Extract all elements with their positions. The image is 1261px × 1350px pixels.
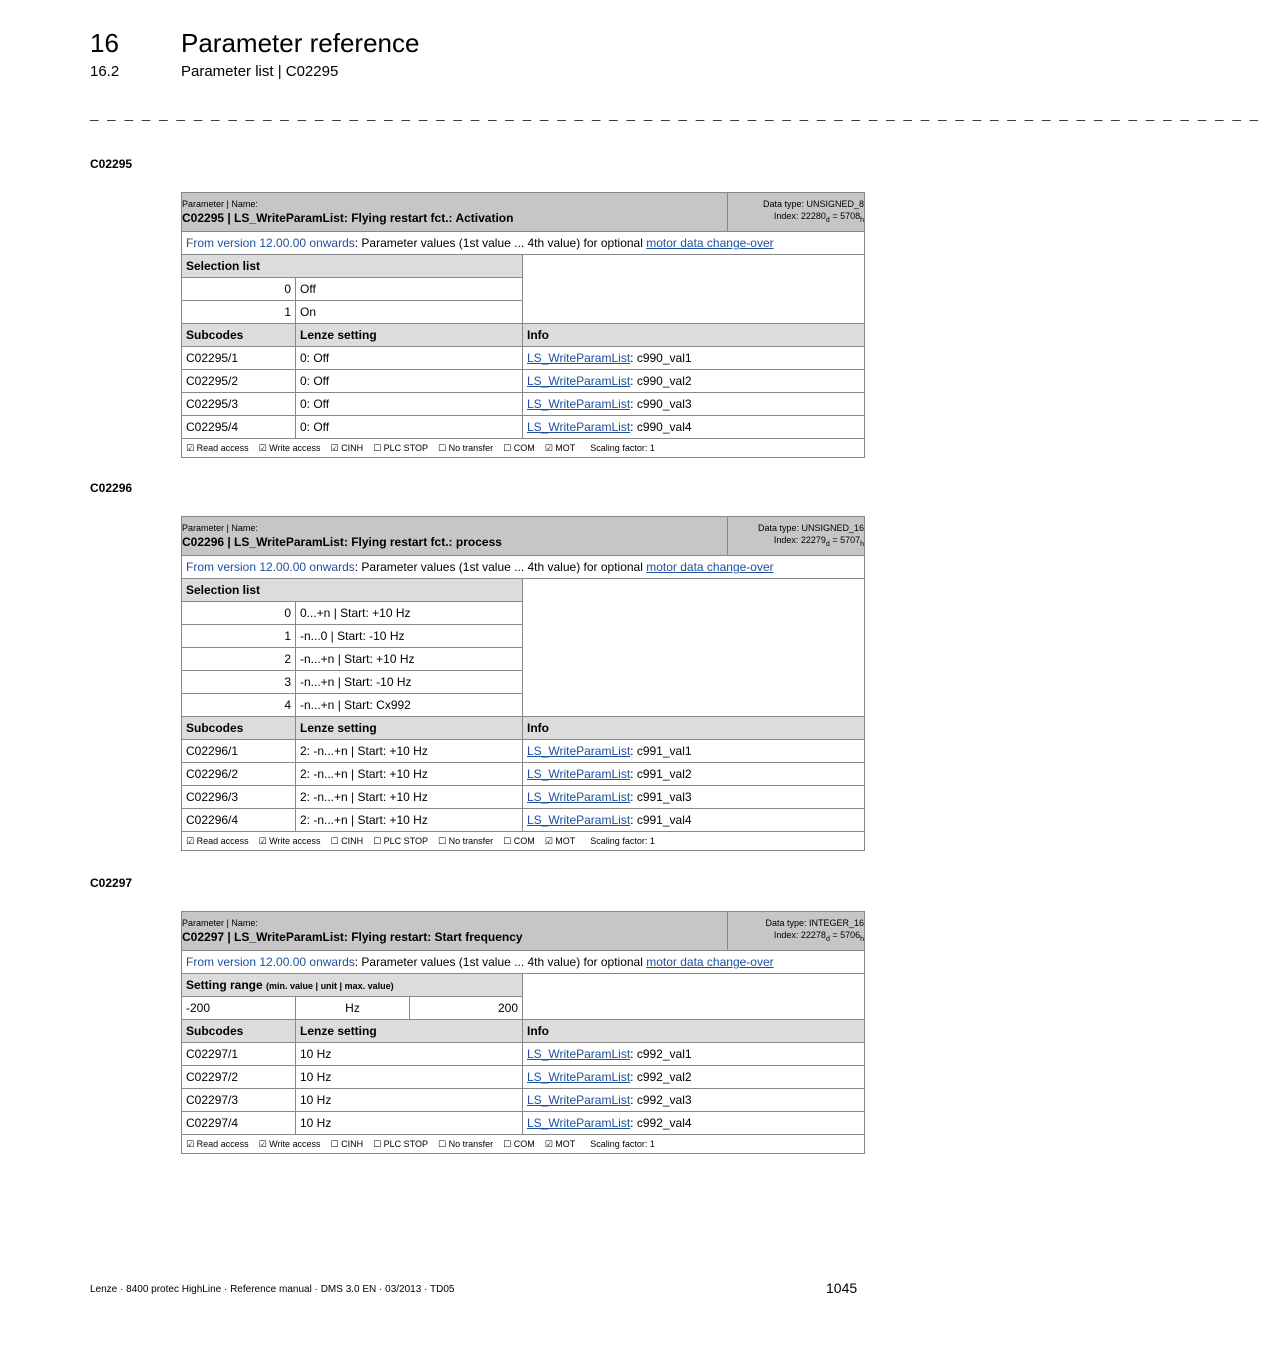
subcodes-header: Subcodes bbox=[182, 717, 296, 740]
data-type: Data type: UNSIGNED_16 bbox=[757, 522, 865, 533]
data-type: Data type: UNSIGNED_8 bbox=[762, 198, 865, 209]
version-note: From version 12.00.00 onwards: Parameter values (1st value ... 4th value) for optional motor data change-over bbox=[182, 556, 865, 579]
version-link[interactable]: From version 12.00.00 onwards bbox=[186, 955, 355, 969]
table-row: C02296/3 2: -n...+n | Start: +10 Hz LS_WriteParamList: c991_val3 bbox=[182, 786, 865, 809]
access-flags: ☑ Read access ☑ Write access ☐ CINH ☐ PLC STOP ☐ No transfer ☐ COM ☑ MOT Scaling factor: 1 bbox=[182, 1135, 865, 1154]
table-row: C02295/3 0: Off LS_WriteParamList: c990_val3 bbox=[182, 393, 865, 416]
chapter-title: Parameter reference bbox=[181, 28, 420, 58]
page-number: 1045 bbox=[826, 1280, 858, 1296]
param-index: Index: $22279_d = 5707_h$ bbox=[773, 534, 865, 548]
ls-writeparamlist-link[interactable]: LS_WriteParamList bbox=[527, 374, 631, 388]
param-table-c02296 bbox=[181, 516, 865, 851]
ls-writeparamlist-link[interactable]: LS_WriteParamList bbox=[527, 351, 631, 365]
version-link[interactable]: From version 12.00.00 onwards bbox=[186, 560, 355, 574]
table-row: C02297/2 10 Hz LS_WriteParamList: c992_val2 bbox=[182, 1066, 865, 1089]
selection-row: 1 On bbox=[182, 301, 865, 324]
selection-row: 3 -n...+n | Start: -10 Hz bbox=[182, 671, 865, 694]
selection-row: 4 -n...+n | Start: Cx992 bbox=[182, 694, 865, 717]
table-row: C02295/2 0: Off LS_WriteParamList: c990_val2 bbox=[182, 370, 865, 393]
version-note: From version 12.00.00 onwards: Parameter values (1st value ... 4th value) for optional motor data change-over bbox=[182, 951, 865, 974]
param-name: C02295 | LS_WriteParamList: Flying restart fct.: Activation bbox=[182, 211, 514, 225]
selection-row: 0 Off bbox=[182, 278, 865, 301]
range-unit: Hz bbox=[296, 997, 410, 1020]
ls-writeparamlist-link[interactable]: LS_WriteParamList bbox=[527, 397, 631, 411]
param-heading-c02295: C02295 bbox=[90, 157, 133, 171]
table-row: C02296/1 2: -n...+n | Start: +10 Hz LS_WriteParamList: c991_val1 bbox=[182, 740, 865, 763]
motor-data-changeover-link[interactable]: motor data change-over bbox=[646, 236, 774, 250]
ls-writeparamlist-link[interactable]: LS_WriteParamList bbox=[527, 420, 631, 434]
selection-row: 1 -n...0 | Start: -10 Hz bbox=[182, 625, 865, 648]
document-footer: Lenze · 8400 protec HighLine · Reference manual · DMS 3.0 EN · 03/2013 · TD05 bbox=[90, 1284, 455, 1295]
ls-writeparamlist-link[interactable]: LS_WriteParamList bbox=[527, 767, 631, 781]
table-row: C02297/4 10 Hz LS_WriteParamList: c992_val4 bbox=[182, 1112, 865, 1135]
param-name-label: Parameter | Name: bbox=[182, 918, 258, 928]
selection-list-header: Selection list bbox=[182, 579, 523, 602]
range-min: -200 bbox=[182, 997, 296, 1020]
param-name-label: Parameter | Name: bbox=[182, 199, 258, 209]
param-table-c02297 bbox=[181, 911, 865, 1154]
ls-writeparamlist-link[interactable]: LS_WriteParamList bbox=[527, 744, 631, 758]
param-name-label: Parameter | Name: bbox=[182, 523, 258, 533]
info-header: Info bbox=[523, 1020, 865, 1043]
setting-range-header: Setting range (min. value | unit | max. value) bbox=[182, 974, 523, 997]
table-row: C02295/1 0: Off LS_WriteParamList: c990_val1 bbox=[182, 347, 865, 370]
subcodes-header: Subcodes bbox=[182, 1020, 296, 1043]
table-row: C02297/3 10 Hz LS_WriteParamList: c992_val3 bbox=[182, 1089, 865, 1112]
param-table-c02295 bbox=[181, 192, 865, 458]
chapter-number: 16 bbox=[90, 28, 119, 58]
selection-row: 0 0...+n | Start: +10 Hz bbox=[182, 602, 865, 625]
table-row: C02297/1 10 Hz LS_WriteParamList: c992_val1 bbox=[182, 1043, 865, 1066]
data-type: Data type: INTEGER_16 bbox=[765, 917, 865, 928]
info-header: Info bbox=[523, 324, 865, 347]
lenze-setting-header: Lenze setting bbox=[296, 324, 523, 347]
param-name: C02296 | LS_WriteParamList: Flying restart fct.: process bbox=[182, 535, 502, 549]
subcodes-header: Subcodes bbox=[182, 324, 296, 347]
motor-data-changeover-link[interactable]: motor data change-over bbox=[646, 560, 774, 574]
lenze-setting-header: Lenze setting bbox=[296, 1020, 523, 1043]
ls-writeparamlist-link[interactable]: LS_WriteParamList bbox=[527, 1093, 631, 1107]
version-link[interactable]: From version 12.00.00 onwards bbox=[186, 236, 355, 250]
param-heading-c02297: C02297 bbox=[90, 876, 133, 890]
access-flags: ☑ Read access ☑ Write access ☑ CINH ☐ PLC STOP ☐ No transfer ☐ COM ☑ MOT Scaling factor: 1 bbox=[182, 439, 865, 458]
table-row: C02295/4 0: Off LS_WriteParamList: c990_val4 bbox=[182, 416, 865, 439]
motor-data-changeover-link[interactable]: motor data change-over bbox=[646, 955, 774, 969]
ls-writeparamlist-link[interactable]: LS_WriteParamList bbox=[527, 790, 631, 804]
selection-list-header: Selection list bbox=[182, 255, 523, 278]
ls-writeparamlist-link[interactable]: LS_WriteParamList bbox=[527, 1116, 631, 1130]
table-row: C02296/2 2: -n...+n | Start: +10 Hz LS_WriteParamList: c991_val2 bbox=[182, 763, 865, 786]
param-heading-c02296: C02296 bbox=[90, 481, 133, 495]
header-divider: _ _ _ _ _ _ _ _ _ _ _ _ _ _ _ _ _ _ _ _ _ _ _ _ _ _ _ _ _ _ _ _ _ _ _ _ _ _ _ _ _ _ _ _ _ _ _ _ _ _ _ _ _ _ _ _ _ _ _ _ _ _ _ _ _ _ _ _ bbox=[90, 105, 1261, 122]
section-title: Parameter list | C02295 bbox=[181, 63, 339, 80]
range-max: 200 bbox=[410, 997, 523, 1020]
param-index: Index: $22278_d = 5706_h$ bbox=[773, 929, 865, 943]
section-number: 16.2 bbox=[90, 63, 120, 80]
param-name: C02297 | LS_WriteParamList: Flying restart: Start frequency bbox=[182, 930, 523, 944]
ls-writeparamlist-link[interactable]: LS_WriteParamList bbox=[527, 813, 631, 827]
info-header: Info bbox=[523, 717, 865, 740]
lenze-setting-header: Lenze setting bbox=[296, 717, 523, 740]
version-note: From version 12.00.00 onwards: Parameter values (1st value ... 4th value) for optional motor data change-over bbox=[182, 232, 865, 255]
ls-writeparamlist-link[interactable]: LS_WriteParamList bbox=[527, 1070, 631, 1084]
param-index: Index: $22280_d = 5708_h$ bbox=[773, 210, 865, 224]
table-row: C02296/4 2: -n...+n | Start: +10 Hz LS_WriteParamList: c991_val4 bbox=[182, 809, 865, 832]
access-flags: ☑ Read access ☑ Write access ☐ CINH ☐ PLC STOP ☐ No transfer ☐ COM ☑ MOT Scaling factor: 1 bbox=[182, 832, 865, 851]
selection-row: 2 -n...+n | Start: +10 Hz bbox=[182, 648, 865, 671]
ls-writeparamlist-link[interactable]: LS_WriteParamList bbox=[527, 1047, 631, 1061]
